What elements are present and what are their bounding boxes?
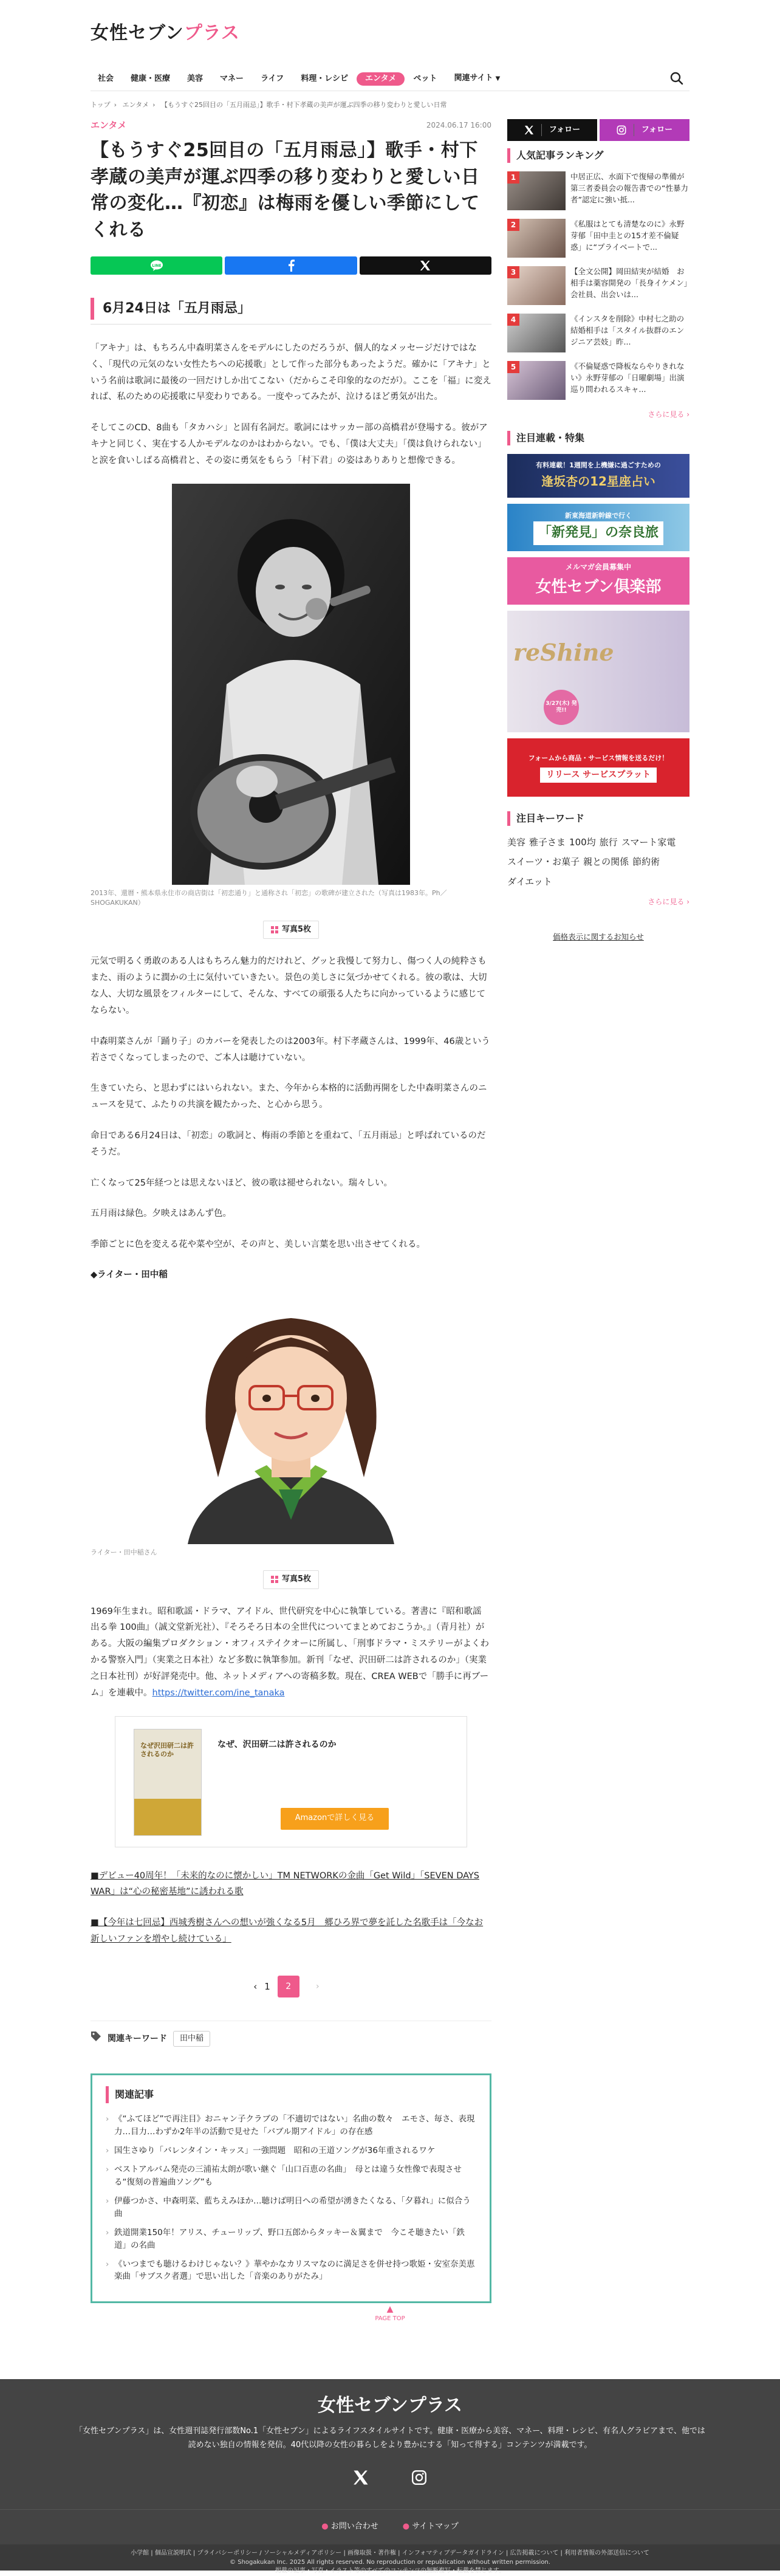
nav-item-health[interactable]: 健康・医療 <box>131 74 171 83</box>
gallery-icon <box>271 926 278 933</box>
banner-horoscope[interactable]: 有料連載！1週間を上機嫌に過ごすための 逢坂杏の12星座占い <box>507 454 689 498</box>
book-title: なぜ、沢田研二は許されるのか <box>217 1739 337 1750</box>
footer-sitemap-link[interactable]: ● サイトマップ <box>402 2522 459 2532</box>
related-item[interactable]: › 《“ふてほど”で再注目》おニャン子クラブの「不適切ではない」名曲の数々 エモさ、毎さ、表現力…目力…わずか2年半の活動で見せた「バブル期アイドル」の存在感 <box>106 2113 476 2138</box>
article-body <box>91 298 491 1948</box>
x-icon <box>420 260 431 271</box>
related-item[interactable]: › 《いつまでも聴けるわけじゃない？》華やかなカリスマなのに満足さを併せ持つ歌姫・安室奈美恵 楽曲「サブスク者選」で思い出した「音楽のありがたみ」 <box>106 2258 476 2284</box>
book-cover[interactable]: なぜ沢田研二は許されるのか <box>134 1729 202 1836</box>
line-icon <box>150 260 163 271</box>
nav-item-recipe[interactable]: 料理・レシピ <box>301 74 348 83</box>
page-top-button[interactable]: ▲ PAGE TOP <box>375 2304 405 2323</box>
banner-reshine[interactable]: reShine 3/27(木) 発売!! <box>507 611 689 732</box>
nav-item-pet[interactable]: ペット <box>413 74 437 83</box>
paragraph: 生きていたら、と思わずにはいられない。また、今年から本格的に活動再開をした中森明菜さんのニュースを見て、ふたりの共演を観たかった、と心から思う。 <box>91 1084 487 1110</box>
keyword-chip[interactable]: 雅子さま <box>529 837 566 848</box>
footer-description: 「女性セブンプラス」は、女性週刊誌発行部数No.1「女性セブン」によるライフスタイルサイトです。健康・医療から美容、マネー、料理・レシピ、有名人グラビアまで、他では読めない独自の情報を発信。40代以降の女性の暮らしをより豊かにする「知って得する」コンテンツが満載です。 <box>75 2427 705 2450</box>
footer-x-icon[interactable] <box>353 2470 369 2490</box>
facebook-icon <box>287 259 295 272</box>
ranking-thumb: 5 <box>507 361 566 400</box>
article-photo[interactable] <box>172 484 410 885</box>
paragraph: 命日である6月24日は、「初恋」の歌詞と、梅雨の季節とを重ねて、「五月雨忌」と呼ばれているのだそうだ。 <box>91 1130 486 1157</box>
keyword-chip[interactable]: 田中稲 <box>173 2031 210 2047</box>
paragraph: 五月雨は緑色。夕映えはあんず色。 <box>91 1209 231 1219</box>
nav-item-entertainment[interactable]: エンタメ <box>357 72 405 86</box>
photo-gallery-button-2[interactable]: 写真5枚 <box>263 1570 319 1589</box>
keyword-chip[interactable]: ダイエット <box>507 876 552 887</box>
article-date: 2024.06.17 16:00 <box>426 121 491 129</box>
share-line-button[interactable] <box>91 256 222 275</box>
site-header <box>91 0 689 67</box>
price-notice-link[interactable]: 価格表示に関するお知らせ <box>553 932 644 941</box>
chevron-up-icon: ▲ <box>386 2304 394 2315</box>
keyword-more-link[interactable]: さらに見る › <box>648 897 689 906</box>
footer <box>0 2379 780 2509</box>
footer-links <box>0 2509 780 2544</box>
instagram-icon <box>617 125 626 135</box>
keyword-chip[interactable]: 旅行 <box>599 837 618 848</box>
sidebar <box>507 91 693 2340</box>
keyword-title: 注目キーワード <box>507 811 689 826</box>
footer-contact-link[interactable]: ● お問い合わせ <box>321 2522 378 2532</box>
ranking-thumb: 1 <box>507 171 566 210</box>
paragraph: 中森明菜さんが「踊り子」のカバーを発表したのは2003年。村下孝蔵さんは、1999年、46歳という若さでくなってしまったので、ご本人は聴けていない。 <box>91 1036 490 1063</box>
keyword-chip[interactable]: 100均 <box>569 837 596 848</box>
nav-item-beauty[interactable]: 美容 <box>187 74 204 83</box>
ranking-thumb: 3 <box>507 266 566 305</box>
section-heading: 6月24日は「五月雨忌」 <box>91 298 491 320</box>
amazon-card <box>115 1716 467 1847</box>
paragraph: 「アキナ」は、もちろん中森明菜さんをモデルにしたのだろうが、個人的なメッセージだけではなく、「現代の元気のない女性たちへの応援歌」として作った部分もあったようだ。確かに「アキナ」という名前は歌詞に最後の一回だけしか出てこない（だからこそ印象的なのだが）。ここを「福」に変えれば、私のための応援歌に早変わりである。一度やってみたが、泣けるほど勇気が出た。 <box>91 343 491 402</box>
site-logo[interactable]: 女性セブンプラス <box>91 22 240 44</box>
pager-page-1[interactable]: 1 <box>264 1980 270 1992</box>
global-nav <box>91 67 689 91</box>
related-item[interactable]: › 鉄道開業150年！アリス、チューリップ、野口五郎からタッキー＆翼まで 今こそ聴きたい「鉄道」の名曲 <box>106 2227 476 2252</box>
legal-links[interactable]: 小学館 | 個品宣説明式 | プライバシーポリシー / ソーシャルメディアポリシー | 画像取扱・著作権 | インフォマティブデータガイドライン | 広告掲載について | 利用者情報の外部送信について <box>131 2550 649 2557</box>
footer-legal <box>0 2544 780 2574</box>
breadcrumb-home[interactable]: トップ <box>91 101 111 109</box>
keyword-label: 関連キーワード <box>108 2033 167 2044</box>
pager-prev[interactable]: ‹ <box>253 1980 258 1992</box>
amazon-button[interactable]: Amazonで詳しく見る <box>281 1808 389 1830</box>
breadcrumb-current: 【もうすぐ25回目の「五月雨忌」】歌手・村下孝蔵の美声が運ぶ四季の移り変わりと愛しい日常 <box>161 101 447 109</box>
article-title: 【もうすぐ25回目の「五月雨忌」】歌手・村下孝蔵の美声が運ぶ四季の移り変わりと愛しい日常の変化…『初恋』は梅雨を優しい季節にしてくれる <box>91 140 480 241</box>
pager-next[interactable]: › <box>315 1981 320 1991</box>
paragraph: 亡くなって25年経つとは思えないほど、彼の歌は褪せられない。瑞々しい。 <box>91 1178 392 1188</box>
ranking-thumb: 4 <box>507 314 566 352</box>
keyword-chip[interactable]: 節約術 <box>632 856 660 868</box>
ranking-item[interactable]: 5 《不倫疑惑で降板ならやりきれない》永野芽郁の「日曜劇場」出演巡り問われるスキャ... <box>507 361 689 400</box>
banner-nara[interactable]: 新東海道新幹線で行く 「新発見」の奈良旅 <box>507 504 689 551</box>
article-category[interactable]: エンタメ <box>91 120 127 131</box>
related-inline-link-1[interactable]: ■デビュー40周年！「未来的なのに懐かしい」TM NETWORKの金曲「Get Wild」「SEVEN DAYS WAR」は“心の秘密基地”に誘われる歌 <box>91 1870 479 1897</box>
photo-gallery-button[interactable]: 写真5枚 <box>263 921 319 939</box>
gallery-icon <box>271 1576 278 1583</box>
keyword-chip[interactable]: スマート家電 <box>621 837 676 848</box>
keyword-chip[interactable]: 親との関係 <box>583 856 629 868</box>
writer-twitter-link[interactable]: https://twitter.com/ine_tanaka <box>152 1688 285 1698</box>
ranking-title: 人気記事ランキング <box>507 148 689 163</box>
ranking-item[interactable]: 1 中居正広、水面下で復帰の準備が 第三者委員会の報告書での“性暴力者”認定に強い抵... <box>507 171 689 210</box>
nav-item-money[interactable]: マネー <box>220 74 244 83</box>
nav-item-life[interactable]: ライフ <box>261 74 284 83</box>
footer-instagram-icon[interactable] <box>411 2470 427 2490</box>
follow-instagram-button[interactable]: フォロー <box>600 119 689 141</box>
keyword-chip[interactable]: 美容 <box>507 837 526 848</box>
x-icon <box>524 125 534 135</box>
portrait-caption: ライター・田中稲さん <box>91 1548 157 1557</box>
share-facebook-button[interactable] <box>225 256 357 275</box>
banner-club[interactable]: メルマガ会員募集中 女性セブン倶楽部 <box>507 557 689 605</box>
photo-caption: 2013年、還暦・熊本県永住市の商店街は「初恋通り」と通称され「初恋」の歌碑が建立された（写真は1983年。Ph／SHOGAKUKAN） <box>91 888 447 907</box>
follow-x-button[interactable]: フォロー <box>507 119 597 141</box>
tag-icon <box>91 2031 101 2047</box>
paragraph: 元気で明るく勇敢のある人はもちろん魅力的だけれど、グッと我慢して努力し、傷つく人の純粋さもまた、雨のように潤かの土に気付いていきたい。景色の美しさに気づかせてくれる。彼の歌は、大切な人、大切な風景をフィルターにして、そんな、すべての頑張る人たちに向かっているように感じてならない。 <box>91 957 487 1015</box>
related-item[interactable]: › ベストアルバム発売の三浦祐太朗が歌い継ぐ「山口百恵の名曲」 母とは違う女性像で表現させる“復刻の普遍曲ソング”も <box>106 2163 476 2189</box>
paragraph: そしてこのCD、8曲も「タカハシ」と固有名詞だ。歌詞にはサッカー部の高橋君が登場する。彼がアキナと同じく、実在する人かモデルなのかはわからない。でも、「僕は大丈夫」「僕は負けられない」と涙を食いしばる高橋君と、その姿に勇気をもらう「村下君」の姿はありありと想像できる。 <box>91 423 488 465</box>
nav-item-society[interactable]: 社会 <box>98 74 114 83</box>
ranking-item[interactable]: 4 《インスタを削除》中村七之助の結婚相手は「スタイル抜群のエンジニア芸妓」昨... <box>507 314 689 352</box>
svg-text:LINE: LINE <box>152 264 162 268</box>
writer-portrait[interactable] <box>163 1289 419 1544</box>
related-inline-link-2[interactable]: ■【今年は七回忌】西城秀樹さんへの想いが強くなる5月 郷ひろ界で夢を託した名歌手は「今なお新しいファンを増やし続けている」 <box>91 1918 484 1944</box>
nav-item-related-sites[interactable]: 関連サイト ▼ <box>454 74 501 83</box>
special-title: 注目連載・特集 <box>507 431 689 445</box>
share-bar <box>91 256 491 275</box>
chevron-down-icon: ▼ <box>495 75 501 82</box>
paragraph: 季節ごとに色を変える花や菜や空が、その声と、美しい言葉を思い出させてくれる。 <box>91 1240 425 1250</box>
footer-logo[interactable]: 女性セブンプラス <box>318 2395 462 2416</box>
related-title: 関連記事 <box>106 2086 476 2103</box>
pager-page-2[interactable]: 2 <box>278 1976 299 1997</box>
breadcrumb: トップ › エンタメ › 【もうすぐ25回目の「五月雨忌」】歌手・村下孝蔵の美声が運ぶ四季の移り変わりと愛しい日常 <box>91 101 447 109</box>
writer-label: ◆ライター・田中稲 <box>91 1270 168 1280</box>
keyword-row <box>91 2021 491 2062</box>
related-item[interactable]: › 国生さゆり「バレンタイン・キッス」一強問題 昭和の王道ソングが36年重されるワケ <box>106 2145 476 2157</box>
copyright: © Shogakukan Inc. 2025 All rights reserved. No reproduction or republication without written permission. <box>230 2558 550 2566</box>
ranking-more-link[interactable]: さらに見る › <box>648 410 689 419</box>
ranking-item[interactable]: 2 《私服はとても清楚なのに》永野芽郁「田中圭との15才差不倫疑惑」に“プライベートで... <box>507 219 689 258</box>
related-articles <box>91 2073 491 2303</box>
ranking-thumb: 2 <box>507 219 566 258</box>
ranking-item[interactable]: 3 【全文公開】岡田結実が結婚 お相手は薬容開発の「長身イケメン」会社員、出会いは... <box>507 266 689 305</box>
article-main <box>91 91 491 2340</box>
pagination <box>91 1976 491 1997</box>
search-icon[interactable] <box>669 70 685 86</box>
breadcrumb-category[interactable]: エンタメ <box>122 101 149 109</box>
copyright-notice: 掲載の記事・写真・イラスト等のすべてのコンテンツの無断複写・転載を禁じます。 <box>275 2567 505 2574</box>
share-x-button[interactable] <box>360 256 491 275</box>
keyword-grid <box>507 834 689 890</box>
writer-bio: 1969年生まれ。昭和歌謡・ドラマ、アイドル、世代研究を中心に執筆している。著書に『昭和歌謡 出る拳 100曲』（誠文堂新光社）、『そろそろ日本の全世代についてまとめておこうか。』（青月社）がある。大阪の編集プロダクション・オフィステイクオーに所属し、「刑事ドラマ・ミステリーがよくわかる警察入門」（実業之日本社）など多数に執筆参加。新刊「なぜ、沢田研二は許されるのか」（実業之日本社刊）が好評発売中。他、ネットメディアへの寄稿多数。現在、CREA WEBで「勝手に再ブーム」を連載中。https://twitter.com/ine_tanaka <box>91 1606 489 1698</box>
keyword-chip[interactable]: スイーツ・お菓子 <box>507 856 580 868</box>
banner-release[interactable]: フォームから商品・サービス情報を送るだけ！ リリース サービスプラット <box>507 738 689 797</box>
related-item[interactable]: › 伊藤つかさ、中森明菜、藍ちえみほか…聴けば明日への希望が湧きたくなる、「夕暮れ」に似合う曲 <box>106 2195 476 2221</box>
